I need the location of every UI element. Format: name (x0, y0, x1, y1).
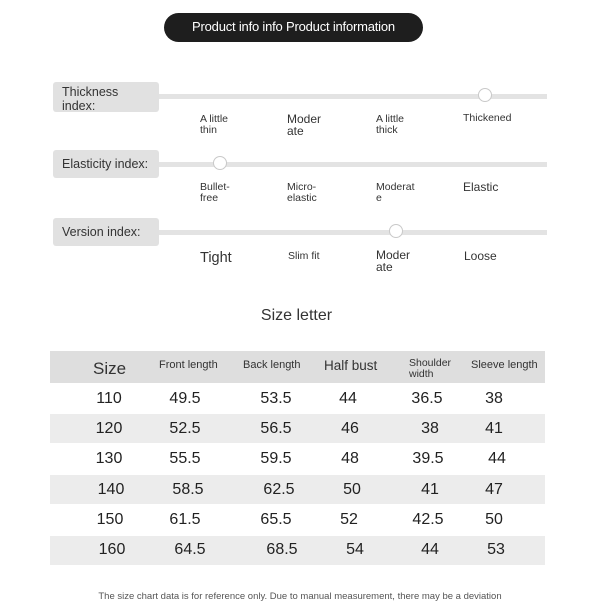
elasticity-option-3: Moderat e (376, 181, 415, 204)
version-option-1: Tight (200, 250, 232, 266)
table-cell: 140 (97, 481, 125, 498)
thickness-index-track (159, 94, 547, 99)
table-cell: 61.5 (169, 511, 201, 528)
header-size: Size (93, 359, 127, 378)
table-cell: 150 (96, 511, 124, 528)
table-cell: 48 (341, 450, 359, 467)
header-front-length: Front length (159, 359, 218, 371)
elasticity-index-track (159, 162, 547, 167)
version-option-3: Moder ate (376, 248, 411, 274)
table-cell: 44 (339, 390, 357, 407)
table-cell: 50 (485, 511, 503, 528)
table-cell: 46 (341, 420, 359, 437)
table-cell: 41 (421, 481, 439, 498)
table-cell: 58.5 (172, 481, 204, 498)
thickness-index-label: Thickness index: (53, 82, 159, 112)
elasticity-index-label: Elasticity index: (53, 150, 159, 178)
version-index-marker (389, 224, 403, 238)
table-cell: 54 (346, 541, 364, 558)
table-cell: 120 (95, 420, 123, 437)
table-cell: 36.5 (411, 390, 443, 407)
header-sleeve-length: Sleeve length (471, 359, 538, 371)
size-chart-title: Size letter (260, 307, 333, 324)
elasticity-option-1: Bullet- free (200, 181, 230, 204)
table-cell: 47 (485, 481, 503, 498)
product-info-banner: Product info info Product information (164, 13, 423, 42)
version-option-2: Slim fit (288, 250, 320, 262)
table-cell: 65.5 (260, 511, 292, 528)
header-shoulder-width: Shoulder width (409, 357, 452, 380)
table-cell: 64.5 (174, 541, 206, 558)
table-cell: 50 (343, 481, 361, 498)
header-half-bust: Half bust (324, 358, 378, 373)
thickness-option-1: A little thin (200, 113, 229, 136)
table-cell: 59.5 (260, 450, 292, 467)
elasticity-option-4: Elastic (463, 180, 499, 194)
table-cell: 38 (421, 420, 439, 437)
thickness-option-2: Moder ate (287, 112, 322, 138)
thickness-option-4: Thickened (463, 112, 512, 124)
table-cell: 52 (340, 511, 358, 528)
version-option-4: Loose (464, 249, 497, 263)
elasticity-option-2: Micro- elastic (287, 181, 317, 204)
table-cell: 52.5 (169, 420, 201, 437)
table-cell: 55.5 (169, 450, 201, 467)
thickness-option-3: A little thick (376, 113, 405, 136)
header-back-length: Back length (243, 359, 301, 371)
table-cell: 56.5 (260, 420, 292, 437)
table-cell: 53.5 (260, 390, 292, 407)
table-cell: 39.5 (412, 450, 444, 467)
table-cell: 68.5 (266, 541, 298, 558)
version-index-track (159, 230, 547, 235)
size-chart-footnote: The size chart data is for reference only. Due to manual measurement, there may be a deviation (98, 591, 502, 602)
table-cell: 110 (96, 390, 122, 407)
table-cell: 49.5 (169, 390, 201, 407)
thickness-index-marker (478, 88, 492, 102)
table-cell: 53 (487, 541, 505, 558)
elasticity-index-marker (213, 156, 227, 170)
table-cell: 160 (98, 541, 126, 558)
table-cell: 42.5 (412, 511, 444, 528)
table-cell: 44 (488, 450, 506, 467)
table-cell: 130 (95, 450, 123, 467)
table-cell: 62.5 (263, 481, 295, 498)
table-cell: 38 (485, 390, 503, 407)
version-index-label: Version index: (53, 218, 159, 246)
table-cell: 41 (485, 420, 503, 437)
table-cell: 44 (421, 541, 439, 558)
